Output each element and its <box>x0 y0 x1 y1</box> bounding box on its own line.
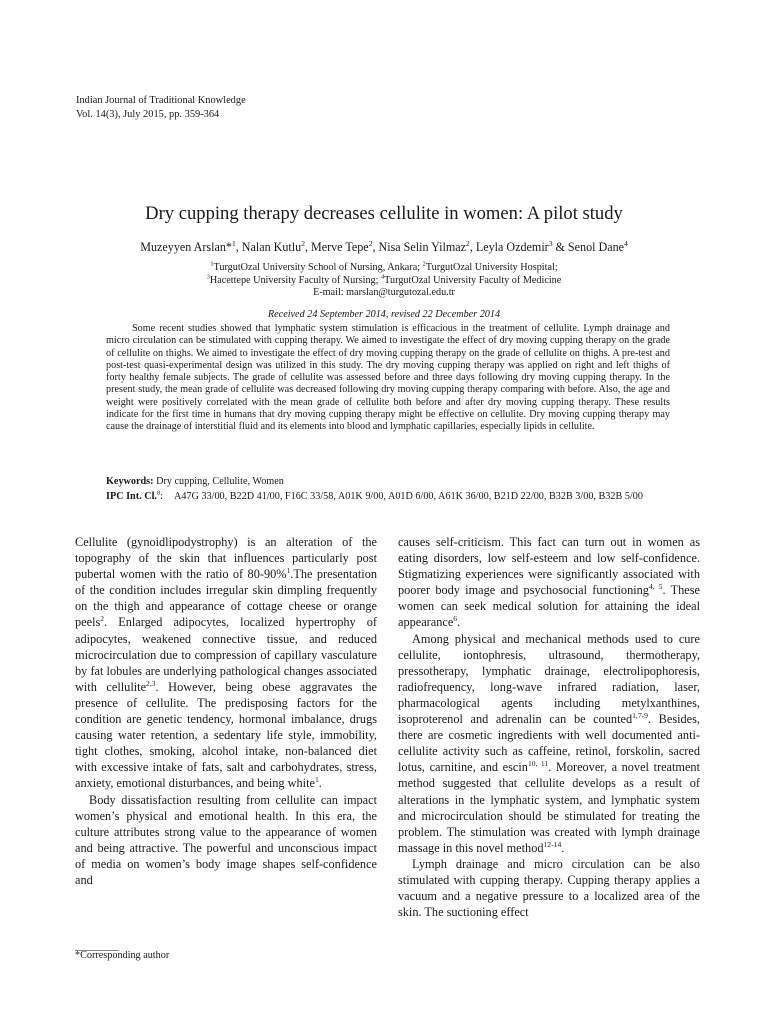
author-affil-mark: 1 <box>231 238 236 248</box>
author-name: , Leyla Ozdemir <box>469 240 549 254</box>
citation: 12-14 <box>543 839 562 849</box>
paragraph: Body dissatisfaction resulting from cellulite can impact women’s physical and emotional health. In this era, the culture attributes strong value to the appearance of women and being attractive. The powerful and unconscious impact of media on women’s body image shapes self-confidence and <box>75 792 377 887</box>
journal-volume: Vol. 14(3), July 2015, pp. 359-364 <box>76 109 220 120</box>
citation: 4, 5 <box>648 582 663 592</box>
body-column-left <box>75 534 377 888</box>
citation: 10, 11 <box>527 759 549 769</box>
paper-title: Dry cupping therapy decreases cellulite in women: A pilot study <box>145 203 623 224</box>
author-list <box>0 240 768 255</box>
citation: 2 <box>100 614 105 624</box>
paragraph: causes self-criticism. This fact can turn out in women as eating disorders, low self-esteem and low self-confidence. Stigmatizing experiences were significantly associated with poorer body image and psychosocial functioning$^{4, 5}$. These women can seek medical solution for attaining the ideal appearance$^6$. <box>398 535 700 630</box>
footnote: *Corresponding author <box>75 950 170 961</box>
author-name: Muzeyyen Arslan* <box>140 240 232 254</box>
author-affil-mark: 2 <box>301 238 305 248</box>
body-column-right <box>398 534 700 920</box>
citation: 2,3 <box>146 678 156 688</box>
keywords-text: Dry cupping, Cellulite, Women <box>153 476 284 487</box>
paragraph: Among physical and mechanical methods used to cure cellulite, iontophresis, ultrasound, thermotherapy, pressotherapy, lymphatic drainage, electrolipophoresis, radiofrequency, long-wave infrared radiation, laser, pharmacological agents including metylxanthines, isoproterenol and adrenalin can be counted$^{1,7-9}$. Besides, there are cosmetic ingredients with well documented anti-cellulite activity such as caffeine, retinol, forskolin, sacred lotus, carnitine, and escin$^{10, 11}$. Moreover, a novel treatment method suggested that cellulite develops as a result of alterations in the lymphatic system, and lymphatic system and microcirculation should be stimulated for treating the problem. The stimulation was created with lymph drainage massage in this novel method$^{12-14}$. <box>398 631 700 855</box>
keywords-label: Keywords: <box>106 476 154 487</box>
journal-header <box>76 94 246 122</box>
author-name: & Senol Dane <box>552 240 625 254</box>
citation: 1,7-9 <box>632 710 648 720</box>
received-dates: Received 24 September 2014, revised 22 December 2014 <box>267 309 501 320</box>
keywords <box>106 476 284 487</box>
ipc-label: IPC Int. Cl.$^8$: <box>106 489 163 502</box>
paragraph: Cellulite (gynoidlipodystrophy) is an alteration of the topography of the skin that influences particularly post pubertal women with the ratio of 80-90%$^1$.The presentation of the condition includes irregular skin dimpling frequently on the thigh and appearance of cottage cheese or orange peels$^2$. Enlarged adipocytes, localized hypertrophy of adipocytes, weakened connective tissue, and reduced microcirculation due to compression of capillary vasculature by fat lobules are underlying pathological changes associated with cellulite$^{2,3}$. However, being obese aggravates the presence of cellulite. The predisposing factors for the condition are genetic tendency, hormonal imbalance, drugs causing water retention, a sedentary life style, immobility, tight clothes, smoking, alcohol intake, non-balanced diet with excessive intake of fats, salt and carbohydrates, stress, anxiety, emotional disturbances, and being white$^1$. <box>75 535 377 791</box>
footnote-rule: ________ <box>75 940 119 952</box>
affiliation-line-1: $^1$TurgutOzal University School of Nursing, Ankara; $^2$TurgutOzal University Hospital; <box>210 260 558 273</box>
author-affil-mark: 3 <box>548 238 553 248</box>
ipc-codes: A47G 33/00, B22D 41/00, F16C 33/58, A01K 9/00, A01D 6/00, A61K 36/00, B21D 22/00, B32B 3/00, B32B 5/00 <box>174 491 643 502</box>
journal-name: Indian Journal of Traditional Knowledge <box>76 95 246 106</box>
author-name: , Nalan Kutlu <box>235 240 302 254</box>
contact-email: E-mail: marslan@turgutozal.edu.tr <box>313 287 455 299</box>
author-name: , Merve Tepe <box>304 240 369 254</box>
citation: 1 <box>286 566 291 576</box>
ipc-classification <box>106 490 676 504</box>
author-affil-mark: 2 <box>368 238 373 248</box>
paragraph: Lymph drainage and micro circulation can be also stimulated with cupping therapy. Cupping therapy applies a vacuum and a negative pressure to a localized area of the skin. The suctioning effect <box>398 856 700 920</box>
citation: 6 <box>453 614 458 624</box>
author-affil-mark: 4 <box>624 238 628 248</box>
affiliation-line-2: $^3$Hacettepe University Faculty of Nursing; $^4$TurgutOzal University Faculty of Medicine <box>206 273 562 286</box>
abstract: Some recent studies showed that lymphatic system stimulation is efficacious in the treatment of cellulite. Lymph drainage and micro circulation can be stimulated with cupping therapy. We aimed to investigate the effect of dry moving cupping therapy on the grade of cellulite on thighs. We aimed to investigate the effect of dry moving cupping therapy on the grade of cellulite on thighs. A pre-test and post-test quasi-experimental design was utilized in this study. The dry moving cupping therapy was applied on right and left thighs of forty healthy female subjects. The grade of cellulite was assessed before and three days following dry moving cupping therapy. In the present study, the mean grade of cellulite was decreased following dry moving cupping therapy comparing with before. Also, the age and weight were positively correlated with the mean grade of cellulite both before and after dry moving cupping therapy. These results indicate for the first time in humans that dry moving cupping therapy might be effective on cellulite. Dry moving cupping therapy may cause the drainage of interstitial fluid and its elements into blood and lymphatic capillaries, especially lipids in cellulite. <box>106 323 670 433</box>
citation: 1 <box>314 775 319 785</box>
author-affil-mark: 2 <box>466 238 470 248</box>
author-name: , Nisa Selin Yilmaz <box>372 240 467 254</box>
affiliations <box>0 262 768 300</box>
